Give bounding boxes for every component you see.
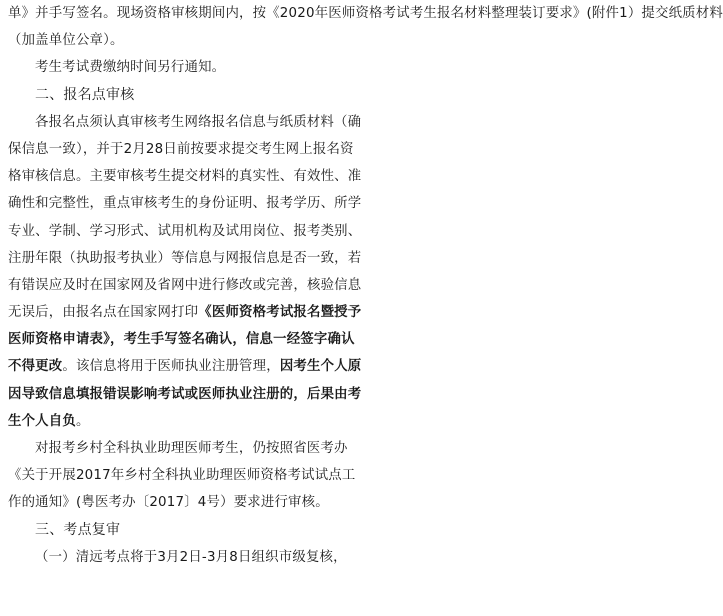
paragraph-line-12 [8, 299, 397, 326]
paragraph-line-21: （一）清远考点将于3月2日-3月8日组织市级复核， [35, 549, 347, 565]
paragraph-line-17: 对报考乡村全科执业助理医师考生，仍按照省医考办 [35, 441, 348, 456]
paragraph-line-13: 医师资格申请表》，考生手写签名确认，信息一经签字确认 [8, 332, 355, 348]
bold-text: 生个人自负 [8, 413, 76, 429]
line-text: 。该信息将用于医师执业注册管理， [62, 359, 280, 375]
fee-notice-line: 考生考试费缴纳时间另行通知。 [35, 60, 226, 76]
section-heading-review: 二、报名点审核 [35, 86, 135, 103]
bold-text: 不得更改 [8, 359, 63, 375]
paragraph-line-7: 格审核信息。主要审核考生提交材料的真实性、有效性、准 [8, 169, 362, 185]
paragraph-line-6: 保信息一致），并于2月28日前按要求提交考生网上报名资 [8, 141, 354, 157]
paragraph-line-11: 有错误应及时在国家网及省网中进行修改或完善，核验信息 [8, 277, 362, 293]
paragraph-line-15: 因导致信息填报错误影响考试或医师执业注册的，后果由考 [8, 386, 362, 402]
section-heading-recheck: 三、考点复审 [35, 521, 121, 538]
bold-text-2: 因考生个人原 [279, 359, 362, 375]
paragraph-line-1: 单》并手写签名。现场资格审核期间内，按《2020年医师资格考试考生报名材料整理装订要求》(附件1）提交纸质材料 [8, 6, 723, 21]
paragraph-line-18: 《关于开展2017年乡村全科执业助理医师资格考试试点工 [8, 468, 356, 484]
paragraph-line-5: 各报名点须认真审核考生网络报名信息与纸质材料（确 [35, 114, 362, 130]
paragraph-line-16 [8, 408, 397, 435]
line-text: 无误后，由报名点在国家网打印 [8, 305, 199, 321]
paragraph-line-19: 作的通知》(粤医考办〔2017〕4号）要求进行审核。 [8, 495, 329, 511]
paragraph-line-14 [8, 353, 397, 380]
paragraph-line-2: （加盖单位公章）。 [8, 33, 124, 49]
line-text: 。 [75, 413, 90, 429]
bold-text: 《医师资格考试报名暨授予 [198, 305, 362, 321]
paragraph-line-9: 专业、学制、学习形式、试用机构及试用岗位、报考类别、 [8, 223, 362, 239]
paragraph-line-8: 确性和完整性，重点审核考生的身份证明、报考学历、所学 [8, 196, 362, 212]
paragraph-line-10: 注册年限（执助报考执业）等信息与网报信息是否一致，若 [8, 250, 362, 266]
